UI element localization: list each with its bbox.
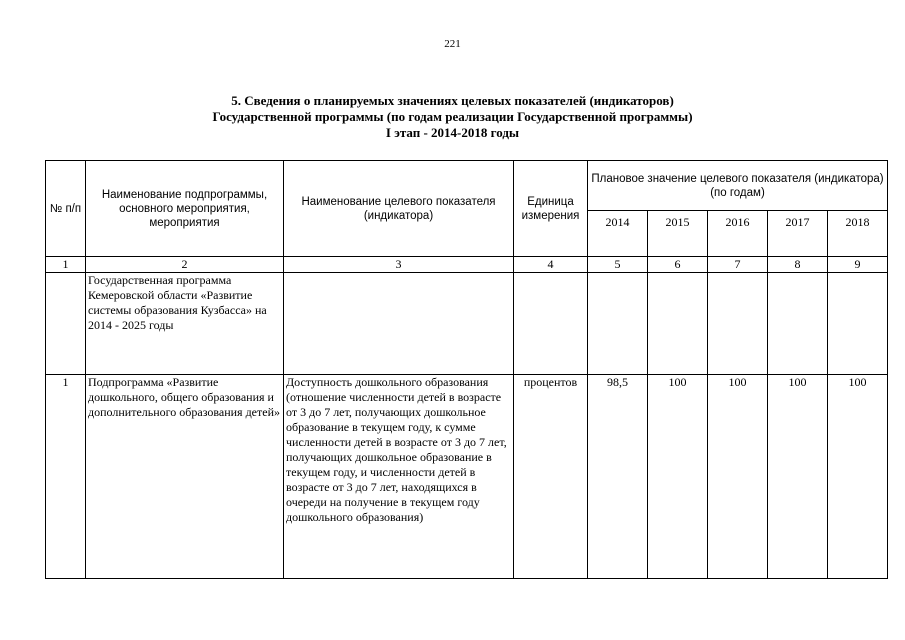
title-line-3: I этап - 2014-2018 годы bbox=[385, 125, 520, 140]
title-line-1: 5. Сведения о планируемых значениях целевых показателей (индикаторов) bbox=[231, 93, 674, 108]
column-number: 8 bbox=[768, 257, 828, 273]
column-number: 4 bbox=[514, 257, 588, 273]
header-year: 2014 bbox=[588, 211, 648, 257]
row-unit bbox=[514, 273, 588, 375]
row-value: 100 bbox=[768, 375, 828, 579]
header-program: Наименование подпрограммы, основного мероприятия, мероприятия bbox=[86, 161, 284, 257]
column-number: 3 bbox=[284, 257, 514, 273]
header-year: 2015 bbox=[648, 211, 708, 257]
header-year: 2017 bbox=[768, 211, 828, 257]
header-indicator: Наименование целевого показателя (индикатора) bbox=[284, 161, 514, 257]
column-number: 9 bbox=[828, 257, 888, 273]
column-number: 7 bbox=[708, 257, 768, 273]
row-value: 100 bbox=[708, 375, 768, 579]
column-number: 6 bbox=[648, 257, 708, 273]
header-planned-value: Плановое значение целевого показателя (индикатора) (по годам) bbox=[588, 161, 888, 211]
header-year: 2016 bbox=[708, 211, 768, 257]
title-line-2: Государственной программы (по годам реализации Государственной программы) bbox=[212, 109, 693, 124]
header-year: 2018 bbox=[828, 211, 888, 257]
page-number: 221 bbox=[444, 38, 461, 50]
row-indicator bbox=[284, 273, 514, 375]
header-num: № п/п bbox=[46, 161, 86, 257]
row-value bbox=[588, 273, 648, 375]
row-value bbox=[768, 273, 828, 375]
table-row bbox=[46, 273, 888, 375]
indicators-table bbox=[45, 160, 888, 579]
table-row bbox=[46, 375, 888, 579]
row-value bbox=[828, 273, 888, 375]
row-value: 100 bbox=[648, 375, 708, 579]
row-value: 98,5 bbox=[588, 375, 648, 579]
row-program: Государственная программа Кемеровской области «Развитие системы образования Кузбасса» на 2014 - 2025 годы bbox=[86, 273, 284, 375]
column-number: 1 bbox=[46, 257, 86, 273]
row-value bbox=[708, 273, 768, 375]
row-num: 1 bbox=[46, 375, 86, 579]
header-unit: Единица измерения bbox=[514, 161, 588, 257]
column-number: 2 bbox=[86, 257, 284, 273]
row-indicator: Доступность дошкольного образования (отношение численности детей в возрасте от 3 до 7 лет, получающих дошкольное образование в текущем году, к сумме численности детей в возрасте от 3 до 7 лет, получающих дошкольное образование в текущем году, и численности детей в возрасте от 3 до 7 лет, находящихся в очереди на получение в текущем году дошкольного образования) bbox=[284, 375, 514, 579]
row-num bbox=[46, 273, 86, 375]
row-value: 100 bbox=[828, 375, 888, 579]
row-unit: процентов bbox=[514, 375, 588, 579]
row-value bbox=[648, 273, 708, 375]
document-title bbox=[0, 93, 905, 141]
row-program: Подпрограмма «Развитие дошкольного, общего образования и дополнительного образования детей» bbox=[86, 375, 284, 579]
column-number: 5 bbox=[588, 257, 648, 273]
